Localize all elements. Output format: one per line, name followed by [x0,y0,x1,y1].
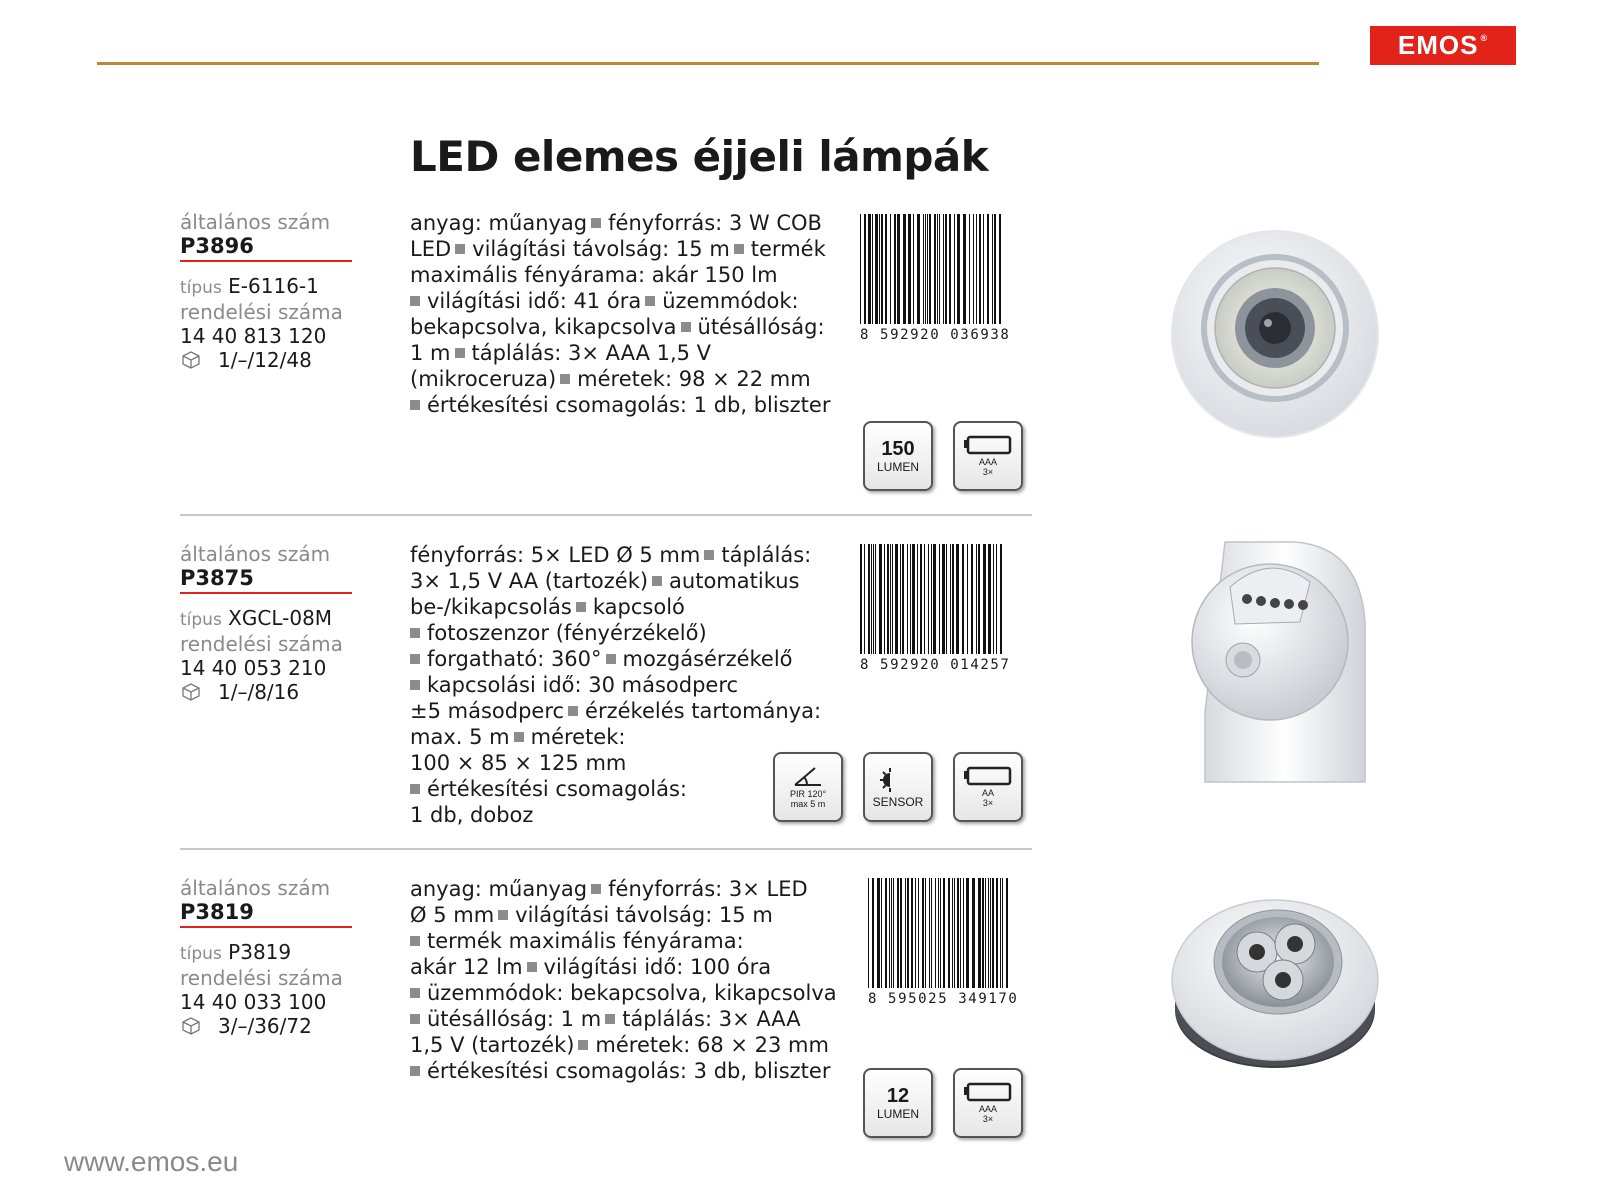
product-code: P3819 [180,900,254,924]
desc-line: értékesítési csomagolás: 3 db, bliszter [410,1058,837,1084]
barcode-bar [996,878,998,988]
desc-line: értékesítési csomagolás: 1 db, bliszter [410,392,830,418]
barcode-bar [987,214,989,324]
packing-info: 1/–/8/16 [180,680,352,704]
barcode-bar [949,214,951,324]
barcode-bar [903,214,906,324]
barcode-bar [988,878,989,988]
barcode-bar [864,544,865,654]
order-number: 14 40 813 120 [180,324,327,348]
desc-line: forgatható: 360° mozgásérzékelő [410,646,821,672]
barcode-bar [905,878,906,988]
barcode-bar [937,214,938,324]
desc-line: 1,5 V (tartozék) méretek: 68 × 23 mm [410,1033,829,1057]
barcode-bar [1000,544,1002,654]
barcode-bar [877,878,880,988]
barcode-bar [952,544,954,654]
barcode-bar [957,878,959,988]
desc-line: (mikroceruza) méretek: 98 × 22 mm [410,367,811,391]
barcode-bar [976,214,977,324]
lumen-badge: 12 LUMEN [863,1068,933,1138]
barcode-bar [860,214,861,324]
barcode-bar [864,214,866,324]
barcode-bar [881,878,882,988]
barcode-bar [933,544,936,654]
product-meta [180,876,352,1038]
barcode-bar [875,214,878,324]
desc-line: anyag: műanyag fényforrás: 3× LED [410,877,808,901]
barcode-bar [885,878,887,988]
barcode-number: 8 595025 349170 [868,991,1019,1007]
product-meta [180,210,352,372]
barcode-bar [1006,878,1008,988]
barcode-bar [1002,878,1003,988]
desc-line: fotoszenzor (fényérzékelő) [410,620,821,646]
box-icon [182,1017,200,1035]
product-photo-p3875 [1185,532,1385,792]
battery-badge: AA 3× [953,752,1023,822]
barcode-bar [966,878,969,988]
barcode-bar [983,214,984,324]
barcode-bar [920,544,922,654]
product-code: P3875 [180,566,254,590]
barcode-bar [992,214,993,324]
barcode-bar [890,544,891,654]
barcode-bar [943,214,944,324]
barcode-bar [934,214,936,324]
order-number-label: rendelési száma [180,300,343,324]
product-description [410,210,830,418]
barcode [860,544,1010,673]
packing-info: 3/–/36/72 [180,1014,352,1038]
desc-line: világítási idő: 41 óra üzemmódok: [410,288,830,314]
desc-line: max. 5 m méretek: [410,725,626,749]
code-underline [180,260,352,262]
barcode-bar [900,544,901,654]
barcode-bar [929,878,930,988]
product-photo-p3896 [1165,224,1385,444]
barcode-bar [893,878,894,988]
emos-logo: EMOS ® [1370,26,1516,65]
barcode-bar [942,544,945,654]
order-number-label: rendelési száma [180,966,343,990]
barcode-bar [908,214,911,324]
desc-line: termék maximális fényárama: [410,928,837,954]
barcode-bar [868,214,871,324]
barcode-bar [946,544,947,654]
barcode-bar [988,544,991,654]
barcode-bar [950,544,951,654]
barcode-bar [889,878,890,988]
product-type: típus E-6116-1 [180,274,319,298]
barcode-bar [978,878,981,988]
barcode-bar [925,878,926,988]
product-description [410,876,837,1084]
barcode-bar [927,214,928,324]
barcode-bar [910,544,911,654]
sun-moon-icon [878,765,918,795]
barcode-bar [972,878,975,988]
barcode-bar [892,544,893,654]
battery-icon [963,1082,1013,1104]
barcode-bar [992,878,994,988]
general-number-label: általános szám [180,876,331,900]
barcode-bar [993,544,994,654]
barcode-bar [979,214,981,324]
product-meta [180,542,352,704]
barcode-bar [931,544,932,654]
barcode-bar [929,214,931,324]
box-icon [182,351,200,369]
barcode-bar [963,878,964,988]
barcode-bar [891,878,892,988]
sensor-badge: SENSOR [863,752,933,822]
barcode-bar [925,214,926,324]
barcode-bar [978,544,980,654]
desc-line: 1 m táplálás: 3× AAA 1,5 V [410,341,712,365]
page-title: LED elemes éjjeli lámpák [410,132,989,181]
barcode-bar [996,544,997,654]
barcode-bar [943,878,945,988]
barcode-bar [875,544,876,654]
barcode-number: 8 592920 014257 [860,657,1011,673]
desc-line: anyag: műanyag fényforrás: 3 W COB [410,211,822,235]
barcode-bar [994,214,996,324]
product-type: típus P3819 [180,940,292,964]
barcode-bar [873,544,874,654]
barcode-bar [999,214,1001,324]
desc-line: LED világítási távolság: 15 m termék [410,237,826,261]
barcode-bar [917,214,920,324]
barcode-bar [954,214,955,324]
desc-line: ±5 másodperc érzékelés tartománya: [410,699,822,723]
barcode-bar [954,878,955,988]
product-photo-p3819 [1165,880,1385,1080]
general-number-label: általános szám [180,210,331,234]
barcode-bar [963,214,966,324]
desc-line: bekapcsolva, kikapcsolva ütésállóság: [410,315,825,339]
barcode-bar [957,214,960,324]
divider [180,514,1032,516]
barcode-bar [931,878,932,988]
barcode-bar [915,878,916,988]
desc-line: maximális fényárama: akár 150 lm [410,263,778,287]
barcode-bar [879,214,880,324]
barcode-bar [887,544,889,654]
barcode-bar [973,214,974,324]
desc-line: akár 12 lm világítási idő: 100 óra [410,955,772,979]
barcode-bar [924,544,925,654]
desc-line: ütésállóság: 1 m táplálás: 3× AAA [410,1006,837,1032]
barcode-bar [895,544,898,654]
barcode-bar [952,878,953,988]
barcode [868,878,1018,1007]
packing-info: 1/–/12/48 [180,348,352,372]
barcode-bar [948,878,950,988]
barcode-bar [860,544,862,654]
barcode-bar [912,544,915,654]
battery-badge: AAA 3× [953,421,1023,491]
barcode-bar [940,878,941,988]
order-number-label: rendelési száma [180,632,343,656]
barcode-bar [923,214,924,324]
box-icon [182,683,200,701]
barcode-bar [868,544,870,654]
barcode [860,214,1010,343]
barcode-bar [917,544,918,654]
general-number-label: általános szám [180,542,331,566]
barcode-bar [881,214,883,324]
barcode-bar [985,878,986,988]
product-description [410,542,821,828]
desc-line: kapcsolási idő: 30 másodperc [410,672,821,698]
barcode-bar [960,878,961,988]
barcode-bar [907,544,908,654]
barcode-bar [890,214,891,324]
barcode-bar [939,544,940,654]
barcode-bar [962,544,964,654]
barcode-bar [956,544,959,654]
barcode-bar [922,878,924,988]
desc-line: 3× 1,5 V AA (tartozék) automatikus [410,569,800,593]
barcode-bar [884,544,885,654]
battery-badge: AAA 3× [953,1068,1023,1138]
desc-line: fényforrás: 5× LED Ø 5 mm táplálás: [410,543,812,567]
barcode-bar [945,214,947,324]
desc-line: értékesítési csomagolás: [410,776,821,802]
product-type: típus XGCL-08M [180,606,333,630]
barcode-bar [902,544,904,654]
barcode-bar [894,214,896,324]
barcode-bar [935,878,936,988]
barcode-bar [976,544,977,654]
barcode-bar [885,214,887,324]
battery-icon [963,435,1013,457]
barcode-bar [982,878,984,988]
desc-line: be-/kikapcsolás kapcsoló [410,595,685,619]
header-rule [97,62,1319,65]
barcode-bar [911,878,913,988]
barcode-bar [928,544,929,654]
lumen-badge: 150 LUMEN [863,421,933,491]
barcode-bar [871,544,872,654]
code-underline [180,926,352,928]
footer-url: www.emos.eu [64,1146,239,1177]
barcode-bar [900,878,902,988]
barcode-bar [907,878,909,988]
barcode-bars [860,544,1010,654]
barcode-bar [983,544,986,654]
desc-line: 100 × 85 × 125 mm [410,751,627,775]
barcode-bar [913,214,914,324]
barcode-bar [990,878,991,988]
barcode-bar [879,544,882,654]
barcode-bar [897,878,899,988]
barcode-bar [872,214,873,324]
desc-line: üzemmódok: bekapcsolva, kikapcsolva [410,980,837,1006]
barcode-bars [860,214,1010,324]
barcode-bar [868,878,869,988]
product-code: P3896 [180,234,254,258]
barcode-bar [939,214,940,324]
order-number: 14 40 033 100 [180,990,327,1014]
barcode-bar [971,544,973,654]
battery-icon [963,766,1013,788]
motion-angle-icon [791,765,825,789]
barcode-bar [897,214,900,324]
pir-badge: PIR 120° max 5 m [773,752,843,822]
order-number: 14 40 053 210 [180,656,327,680]
barcode-bar [872,878,874,988]
code-underline [180,592,352,594]
divider [180,848,1032,850]
barcode-bar [938,878,939,988]
barcode-bar [1000,878,1001,988]
barcode-bar [967,544,968,654]
desc-line: Ø 5 mm világítási távolság: 15 m [410,903,773,927]
desc-line: 1 db, doboz [410,803,534,827]
barcode-bar [918,878,919,988]
barcode-bars [868,878,1018,988]
barcode-bar [969,214,970,324]
barcode-number: 8 592920 036938 [860,327,1011,343]
